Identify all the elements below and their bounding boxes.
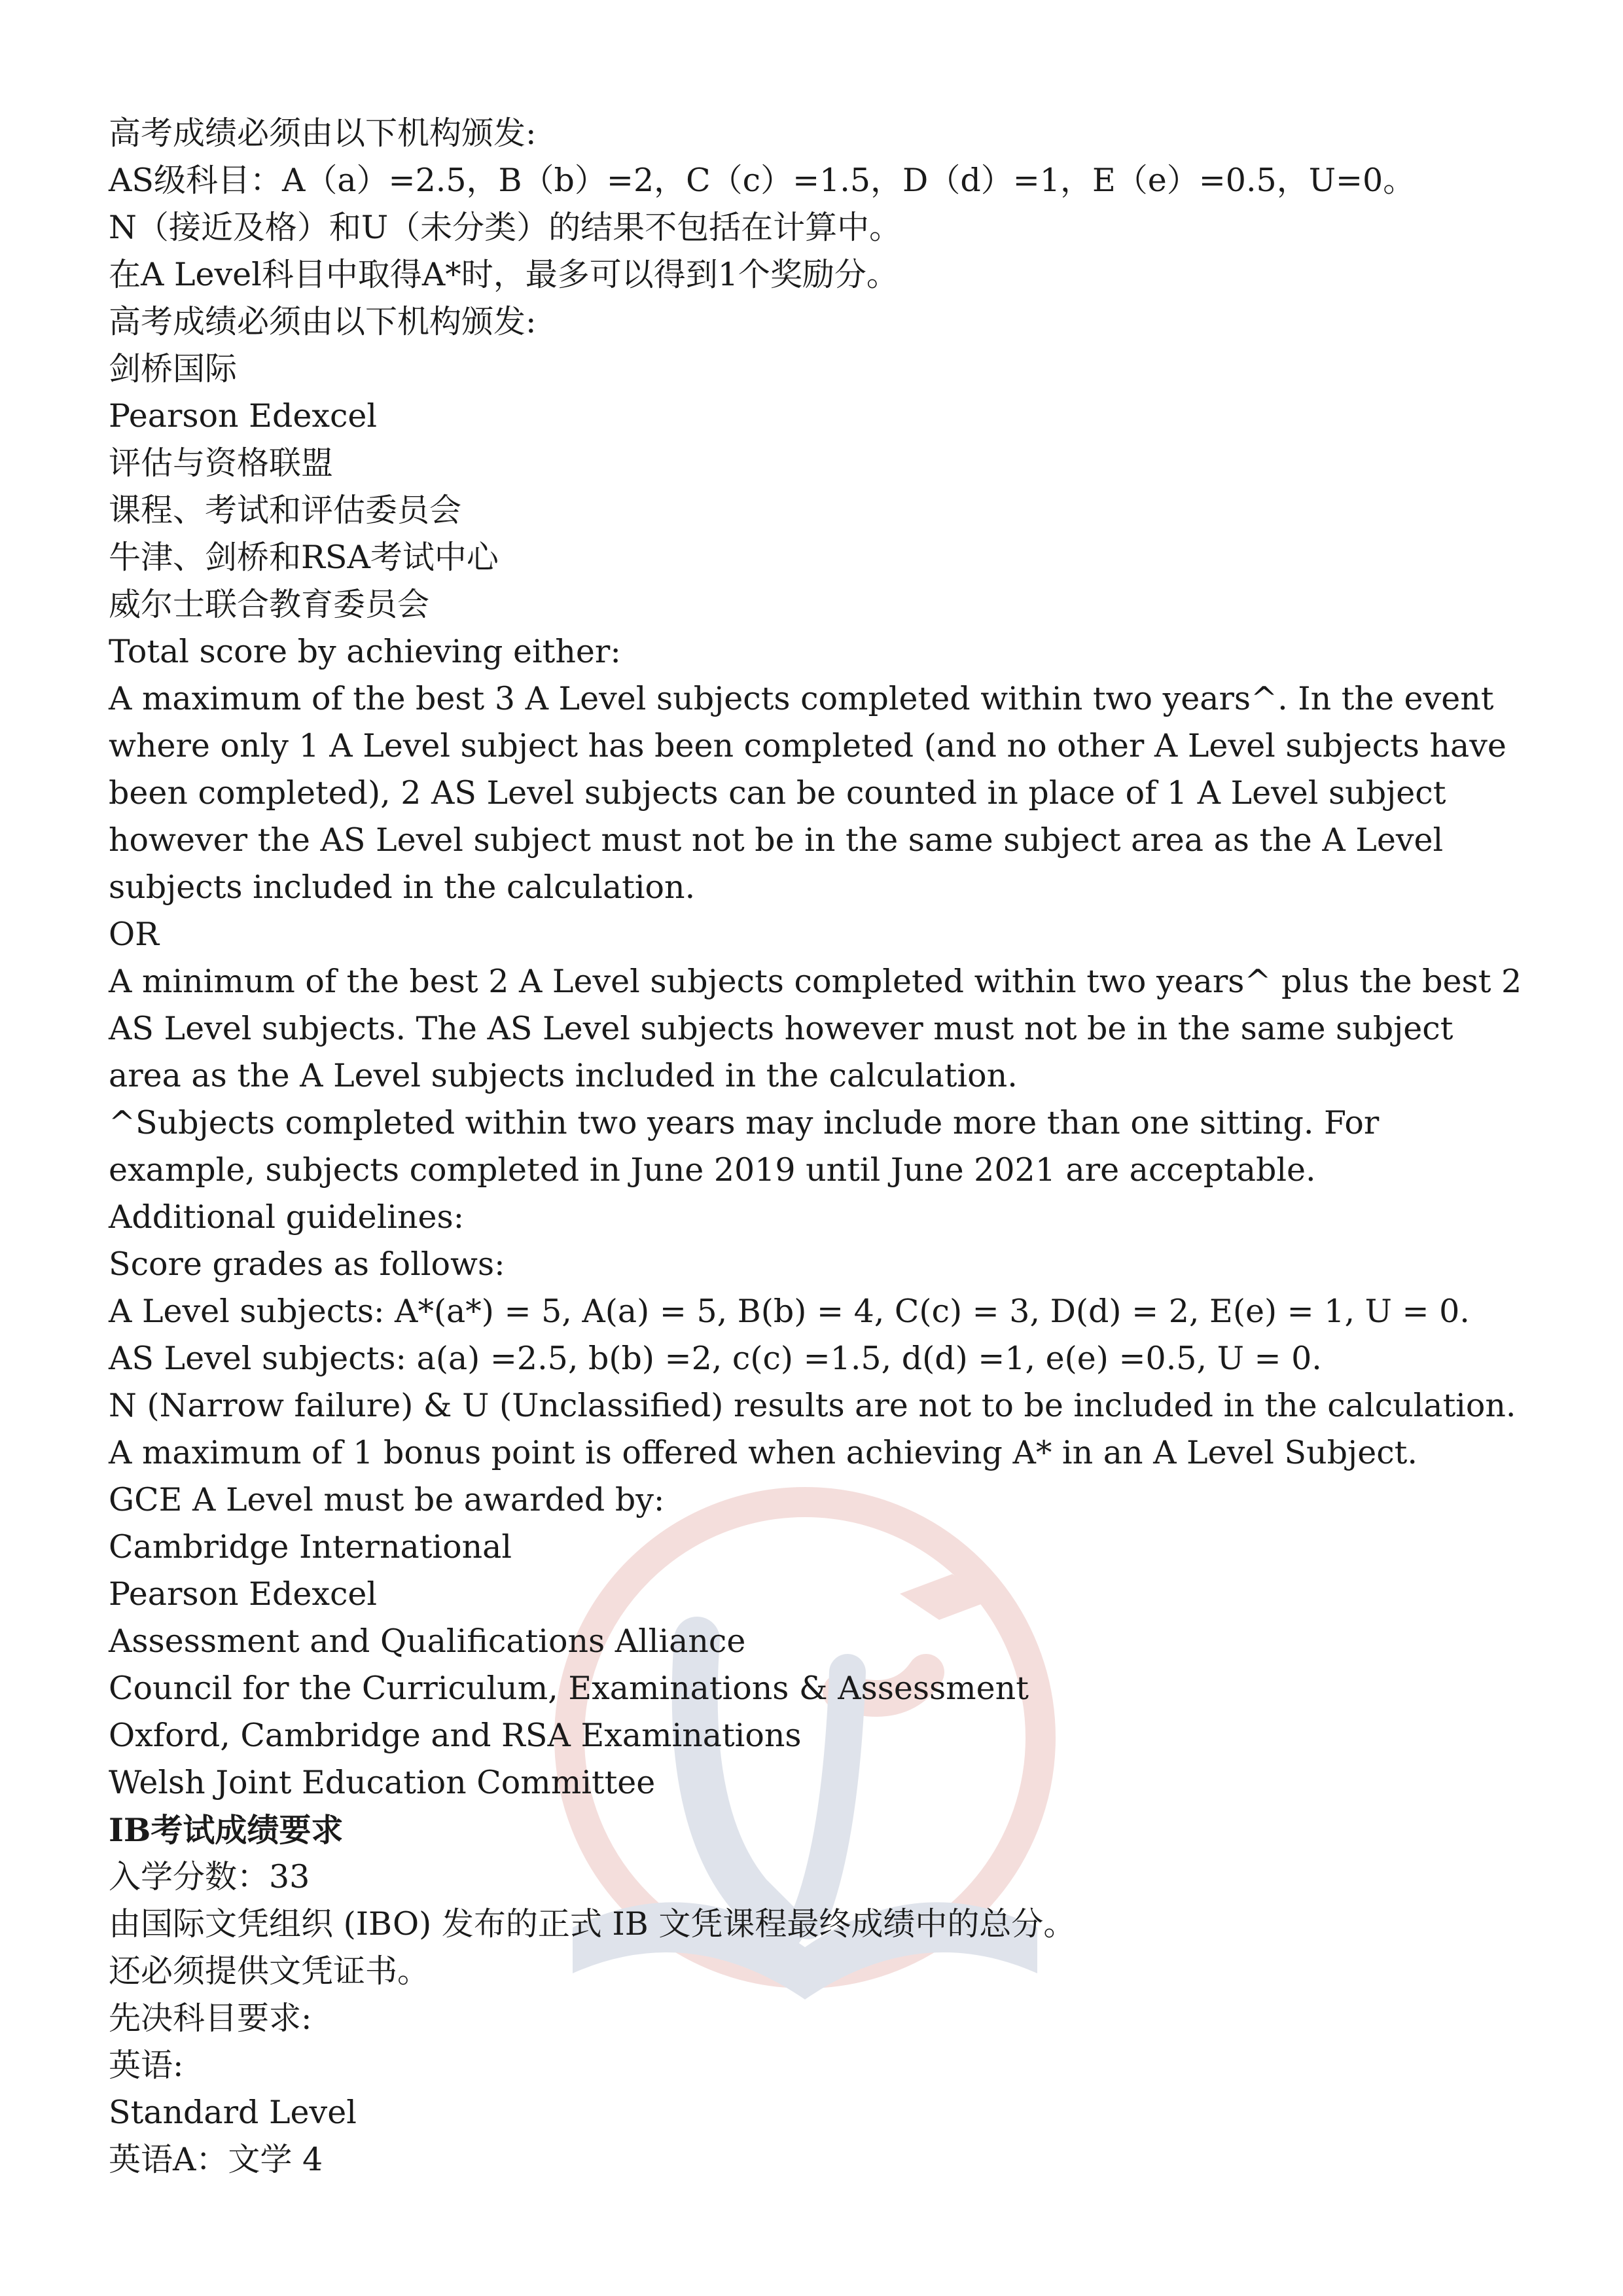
ib-english-label: 英语:	[109, 2047, 184, 2084]
document-page	[109, 110, 1535, 2183]
en-or: OR	[109, 916, 160, 953]
ib-english-a-literature: 英语A：文学 4	[109, 2141, 323, 2178]
en-score-grades: Score grades as follows:	[109, 1246, 505, 1283]
ib-certificate-note: 还必须提供文凭证书。	[109, 1952, 430, 1990]
zh-body-item: 评估与资格联盟	[109, 444, 334, 482]
en-body-item: Council for the Curriculum, Examinations & Assessment	[109, 1670, 1029, 1707]
ib-section-heading: IB考试成绩要求	[109, 1811, 344, 1849]
zh-body-item: 威尔士联合教育委员会	[109, 586, 430, 623]
zh-body-item: Pearson Edexcel	[109, 397, 378, 435]
en-footnote: ^Subjects completed within two years may include more than one sitting. For example, subjects completed in June 2019 until June 2021 are acceptable.	[109, 1104, 1380, 1189]
en-body-item: Oxford, Cambridge and RSA Examinations	[109, 1717, 802, 1754]
zh-bonus-note: 在A Level科目中取得A*时，最多可以得到1个奖励分。	[109, 256, 899, 293]
ib-prerequisite-heading: 先决科目要求:	[109, 2000, 312, 2037]
ib-standard-level: Standard Level	[109, 2094, 357, 2131]
en-option-2: A minimum of the best 2 A Level subjects completed within two years^ plus the best 2 AS Level subjects. The AS Level subjects however must not be in the same subject area as the A Level subjects included in the calculation.	[109, 963, 1522, 1094]
en-body-item: Welsh Joint Education Committee	[109, 1764, 656, 1801]
en-as-level-grades: AS Level subjects: a(a) =2.5, b(b) =2, c(c) =1.5, d(d) =1, e(e) =0.5, U = 0.	[109, 1340, 1322, 1377]
zh-awarded-by-heading: 高考成绩必须由以下机构颁发:	[109, 115, 537, 152]
en-awarded-by-heading: GCE A Level must be awarded by:	[109, 1481, 665, 1518]
zh-narrow-failure-note: N（接近及格）和U（未分类）的结果不包括在计算中。	[109, 209, 902, 246]
zh-body-item: 剑桥国际	[109, 350, 238, 387]
zh-awarded-by-heading-2: 高考成绩必须由以下机构颁发:	[109, 303, 537, 340]
zh-body-item: 课程、考试和评估委员会	[109, 492, 462, 529]
zh-as-level-grades: AS级科目：A（a）=2.5，B（b）=2，C（c）=1.5，D（d）=1，E（e）=0.5，U=0。	[109, 162, 1416, 199]
en-option-1: A maximum of the best 3 A Level subjects completed within two years^. In the event where only 1 A Level subject has been completed (and no other A Level subjects have been completed), 2 AS Level subjects can be counted in place of 1 A Level subject however the AS Level subject must not be in the same subject area as the A Level subjects included in the calculation.	[109, 680, 1507, 906]
ib-entry-score: 入学分数：33	[109, 1858, 310, 1895]
en-narrow-failure: N (Narrow failure) & U (Unclassified) results are not to be included in the calculation.	[109, 1387, 1516, 1424]
en-additional-guidelines: Additional guidelines:	[109, 1198, 465, 1236]
en-a-level-grades: A Level subjects: A*(a*) = 5, A(a) = 5, B(b) = 4, C(c) = 3, D(d) = 2, E(e) = 1, U = 0.	[109, 1293, 1470, 1330]
en-total-score-heading: Total score by achieving either:	[109, 633, 621, 670]
zh-body-item: 牛津、剑桥和RSA考试中心	[109, 539, 499, 576]
ib-total-description: 由国际文凭组织 (IBO) 发布的正式 IB 文凭课程最终成绩中的总分。	[109, 1905, 1076, 1943]
en-bonus: A maximum of 1 bonus point is offered when achieving A* in an A Level Subject.	[109, 1434, 1418, 1471]
en-body-item: Assessment and Qualifications Alliance	[109, 1623, 746, 1660]
en-body-item: Pearson Edexcel	[109, 1575, 378, 1613]
en-body-item: Cambridge International	[109, 1528, 512, 1566]
